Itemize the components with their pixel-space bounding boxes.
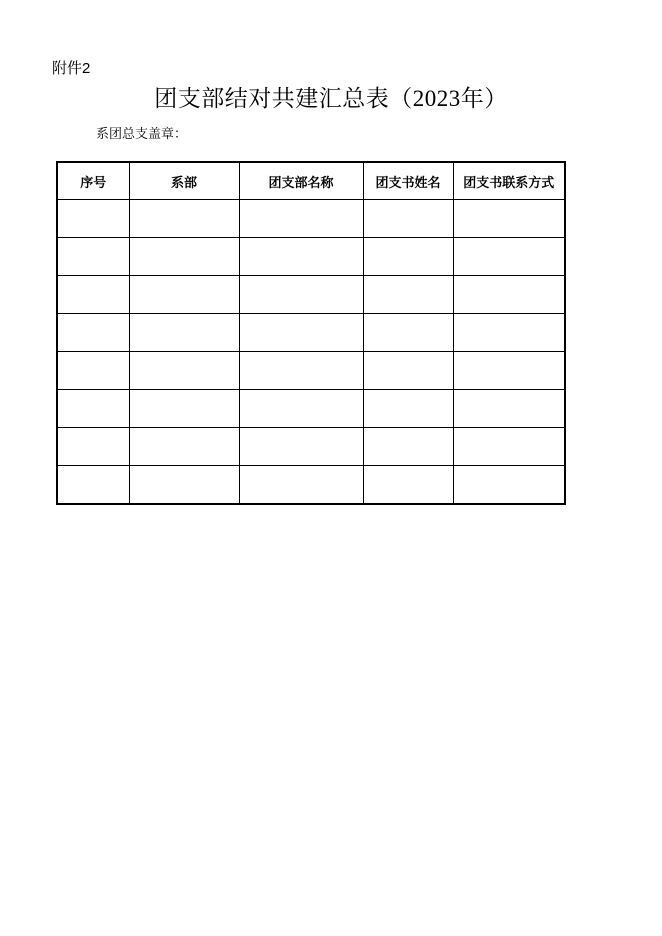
cell-secretary-contact[interactable] — [453, 390, 565, 428]
cell-secretary-name[interactable] — [363, 314, 453, 352]
page-title: 团支部结对共建汇总表（2023年） — [154, 86, 508, 111]
attachment-label: 附件2 — [52, 60, 91, 77]
column-header-secretary-contact: 团支书联系方式 — [453, 162, 565, 200]
cell-branch-name[interactable] — [239, 428, 363, 466]
summary-table-container — [56, 161, 564, 505]
cell-secretary-name[interactable] — [363, 466, 453, 505]
column-header-index: 序号 — [57, 162, 129, 200]
cell-secretary-contact[interactable] — [453, 352, 565, 390]
table-row — [57, 276, 565, 314]
cell-department[interactable] — [129, 352, 239, 390]
table-row — [57, 352, 565, 390]
cell-department[interactable] — [129, 238, 239, 276]
column-header-secretary-name: 团支书姓名 — [363, 162, 453, 200]
cell-department[interactable] — [129, 390, 239, 428]
table-row — [57, 200, 565, 238]
cell-branch-name[interactable] — [239, 276, 363, 314]
cell-secretary-contact[interactable] — [453, 314, 565, 352]
cell-secretary-name[interactable] — [363, 276, 453, 314]
cell-department[interactable] — [129, 314, 239, 352]
cell-secretary-name[interactable] — [363, 200, 453, 238]
table-row — [57, 466, 565, 505]
table-row — [57, 238, 565, 276]
table-body — [57, 200, 565, 505]
cell-secretary-name[interactable] — [363, 428, 453, 466]
cell-index[interactable] — [57, 200, 129, 238]
table-row — [57, 428, 565, 466]
cell-secretary-name[interactable] — [363, 352, 453, 390]
cell-branch-name[interactable] — [239, 314, 363, 352]
cell-secretary-contact[interactable] — [453, 238, 565, 276]
cell-secretary-name[interactable] — [363, 390, 453, 428]
table-row — [57, 390, 565, 428]
cell-department[interactable] — [129, 428, 239, 466]
cell-index[interactable] — [57, 238, 129, 276]
cell-index[interactable] — [57, 314, 129, 352]
cell-secretary-contact[interactable] — [453, 466, 565, 505]
cell-branch-name[interactable] — [239, 238, 363, 276]
seal-line-label: 系团总支盖章： — [96, 126, 188, 141]
cell-department[interactable] — [129, 276, 239, 314]
cell-secretary-contact[interactable] — [453, 200, 565, 238]
cell-secretary-name[interactable] — [363, 238, 453, 276]
cell-department[interactable] — [129, 200, 239, 238]
cell-branch-name[interactable] — [239, 352, 363, 390]
table-header-row — [57, 162, 565, 200]
cell-branch-name[interactable] — [239, 466, 363, 505]
cell-secretary-contact[interactable] — [453, 276, 565, 314]
cell-index[interactable] — [57, 466, 129, 505]
cell-branch-name[interactable] — [239, 200, 363, 238]
column-header-department: 系部 — [129, 162, 239, 200]
cell-department[interactable] — [129, 466, 239, 505]
cell-branch-name[interactable] — [239, 390, 363, 428]
cell-index[interactable] — [57, 390, 129, 428]
summary-table — [56, 161, 566, 505]
cell-index[interactable] — [57, 352, 129, 390]
cell-secretary-contact[interactable] — [453, 428, 565, 466]
cell-index[interactable] — [57, 428, 129, 466]
cell-index[interactable] — [57, 276, 129, 314]
table-row — [57, 314, 565, 352]
column-header-branch-name: 团支部名称 — [239, 162, 363, 200]
